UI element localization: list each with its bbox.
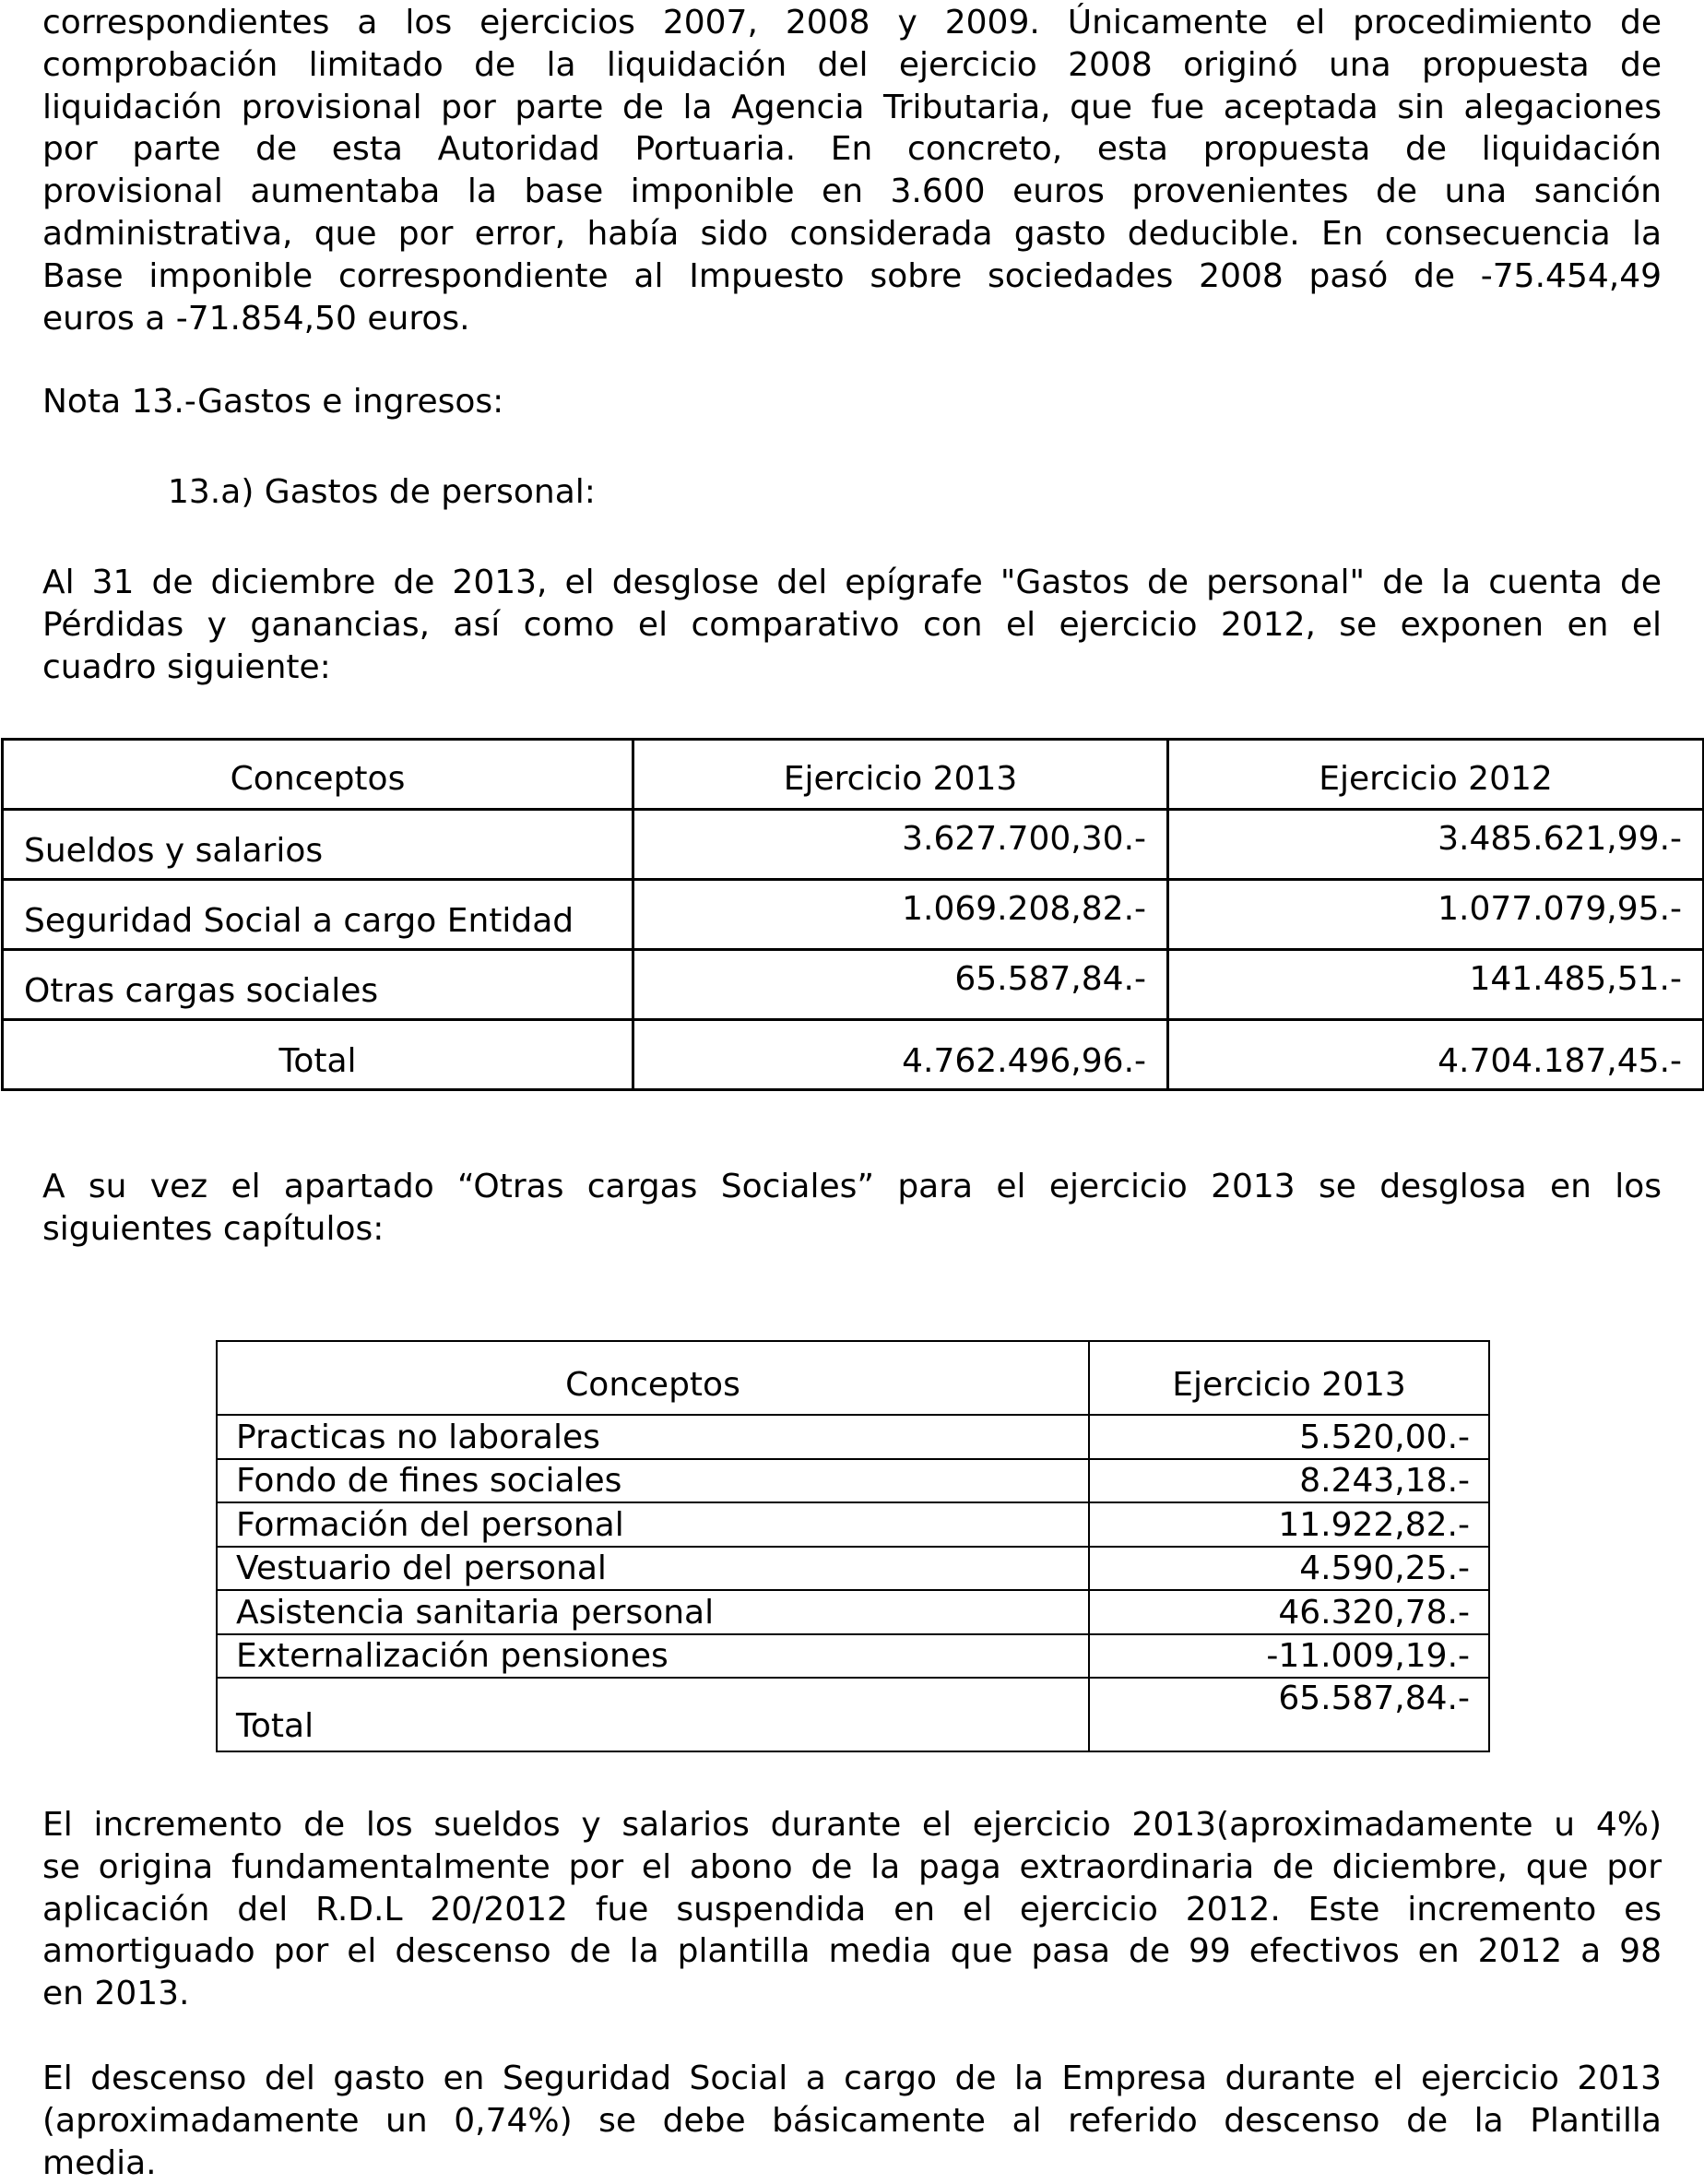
intro-paragraph — [42, 2, 1662, 339]
value-cell: 8.243,18.- — [1089, 1459, 1489, 1503]
text-line: administrativa, que por error, había sido considerada gasto deducible. En consecuencia la — [42, 214, 1662, 253]
table-row — [217, 1547, 1489, 1591]
value-cell: 4.590,25.- — [1089, 1547, 1489, 1591]
column-header: Ejercicio 2013 — [633, 740, 1168, 810]
table-header-row — [217, 1341, 1489, 1415]
total-label: Total — [217, 1678, 1089, 1751]
value-cell: 46.320,78.- — [1089, 1590, 1489, 1634]
text-line: comprobación limitado de la liquidación del ejercicio 2008 originó una propuesta de — [42, 45, 1662, 84]
concept-cell: Otras cargas sociales — [3, 950, 633, 1020]
text-line: amortiguado por el descenso de la plantilla media que pasa de 99 efectivos en 2012 a 98 — [42, 1932, 1662, 1971]
table-header-row — [3, 740, 1704, 810]
text-line: cuadro siguiente: — [42, 647, 331, 686]
text-line: provisional aumentaba la base imponible en 3.600 euros provenientes de una sanción — [42, 172, 1662, 211]
text-line: se origina fundamentalmente por el abono de la paga extraordinaria de diciembre, que por — [42, 1847, 1662, 1886]
table-row — [217, 1502, 1489, 1547]
value-cell: 1.077.079,95.- — [1168, 880, 1704, 950]
text-line: correspondientes a los ejercicios 2007, 2008 y 2009. Únicamente el procedimiento de — [42, 4, 1662, 42]
table-row — [3, 810, 1704, 880]
text-line: El descenso del gasto en Seguridad Social a cargo de la Empresa durante el ejercicio 2013 — [42, 2059, 1662, 2097]
concept-cell: Formación del personal — [217, 1502, 1089, 1547]
concept-cell: Sueldos y salarios — [3, 810, 633, 880]
text-line: siguientes capítulos: — [42, 1209, 385, 1248]
table-row — [217, 1590, 1489, 1634]
value-cell: 3.485.621,99.- — [1168, 810, 1704, 880]
table-row — [3, 950, 1704, 1020]
column-header: Conceptos — [217, 1341, 1089, 1415]
concept-cell: Vestuario del personal — [217, 1547, 1089, 1591]
text-line: en 2013. — [42, 1975, 190, 2013]
other-social-charges-table — [216, 1340, 1490, 1752]
concept-cell: Practicas no laborales — [217, 1415, 1089, 1459]
value-cell: 65.587,84.- — [633, 950, 1168, 1020]
concept-cell: Fondo de fines sociales — [217, 1459, 1089, 1503]
text-line: (aproximadamente un 0,74%) se debe básicamente al referido descenso de la Plantilla — [42, 2101, 1662, 2140]
total-value: 4.762.496,96.- — [633, 1020, 1168, 1090]
personnel-expenses-table — [1, 738, 1704, 1091]
text-line: media. — [42, 2143, 157, 2182]
section-title: 13.a) Gastos de personal: — [168, 473, 596, 511]
text-line: Al 31 de diciembre de 2013, el desglose del epígrafe "Gastos de personal" de la cuenta de — [42, 564, 1662, 601]
value-cell: 141.485,51.- — [1168, 950, 1704, 1020]
paragraph-2 — [42, 1166, 1662, 1251]
total-value: 4.704.187,45.- — [1168, 1020, 1704, 1090]
value-cell: -11.009,19.- — [1089, 1634, 1489, 1679]
column-header: Ejercicio 2012 — [1168, 740, 1704, 810]
table-row — [217, 1634, 1489, 1679]
column-header: Conceptos — [3, 740, 633, 810]
value-cell: 11.922,82.- — [1089, 1502, 1489, 1547]
text-line: Base imponible correspondiente al Impuesto sobre sociedades 2008 pasó de -75.454,49 — [42, 256, 1662, 295]
value-cell: 5.520,00.- — [1089, 1415, 1489, 1459]
table-total-row — [217, 1678, 1489, 1751]
text-line: Pérdidas y ganancias, así como el comparativo con el ejercicio 2012, se exponen en el — [42, 605, 1662, 644]
text-line: por parte de esta Autoridad Portuaria. En concreto, esta propuesta de liquidación — [42, 130, 1662, 169]
paragraph-4 — [42, 2058, 1662, 2184]
paragraph-3 — [42, 1804, 1662, 2015]
concept-cell: Externalización pensiones — [217, 1634, 1089, 1679]
text-line: euros a -71.854,50 euros. — [42, 299, 470, 338]
paragraph-1 — [42, 562, 1662, 688]
table-row — [217, 1459, 1489, 1503]
concept-cell: Seguridad Social a cargo Entidad — [3, 880, 633, 950]
concept-cell: Asistencia sanitaria personal — [217, 1590, 1089, 1634]
text-line: A su vez el apartado “Otras cargas Sociales” para el ejercicio 2013 se desglosa en los — [42, 1168, 1662, 1205]
table-total-row — [3, 1020, 1704, 1090]
column-header: Ejercicio 2013 — [1089, 1341, 1489, 1415]
value-cell: 3.627.700,30.- — [633, 810, 1168, 880]
total-label: Total — [3, 1020, 633, 1090]
note-title: Nota 13.-Gastos e ingresos: — [42, 383, 504, 421]
table-row — [217, 1415, 1489, 1459]
total-value: 65.587,84.- — [1089, 1678, 1489, 1751]
text-line: El incremento de los sueldos y salarios durante el ejercicio 2013(aproximadamente u 4%) — [42, 1806, 1662, 1844]
value-cell: 1.069.208,82.- — [633, 880, 1168, 950]
table-row — [3, 880, 1704, 950]
text-line: liquidación provisional por parte de la Agencia Tributaria, que fue aceptada sin alegaciones — [42, 88, 1662, 126]
text-line: aplicación del R.D.L 20/2012 fue suspendida en el ejercicio 2012. Este incremento es — [42, 1890, 1662, 1929]
